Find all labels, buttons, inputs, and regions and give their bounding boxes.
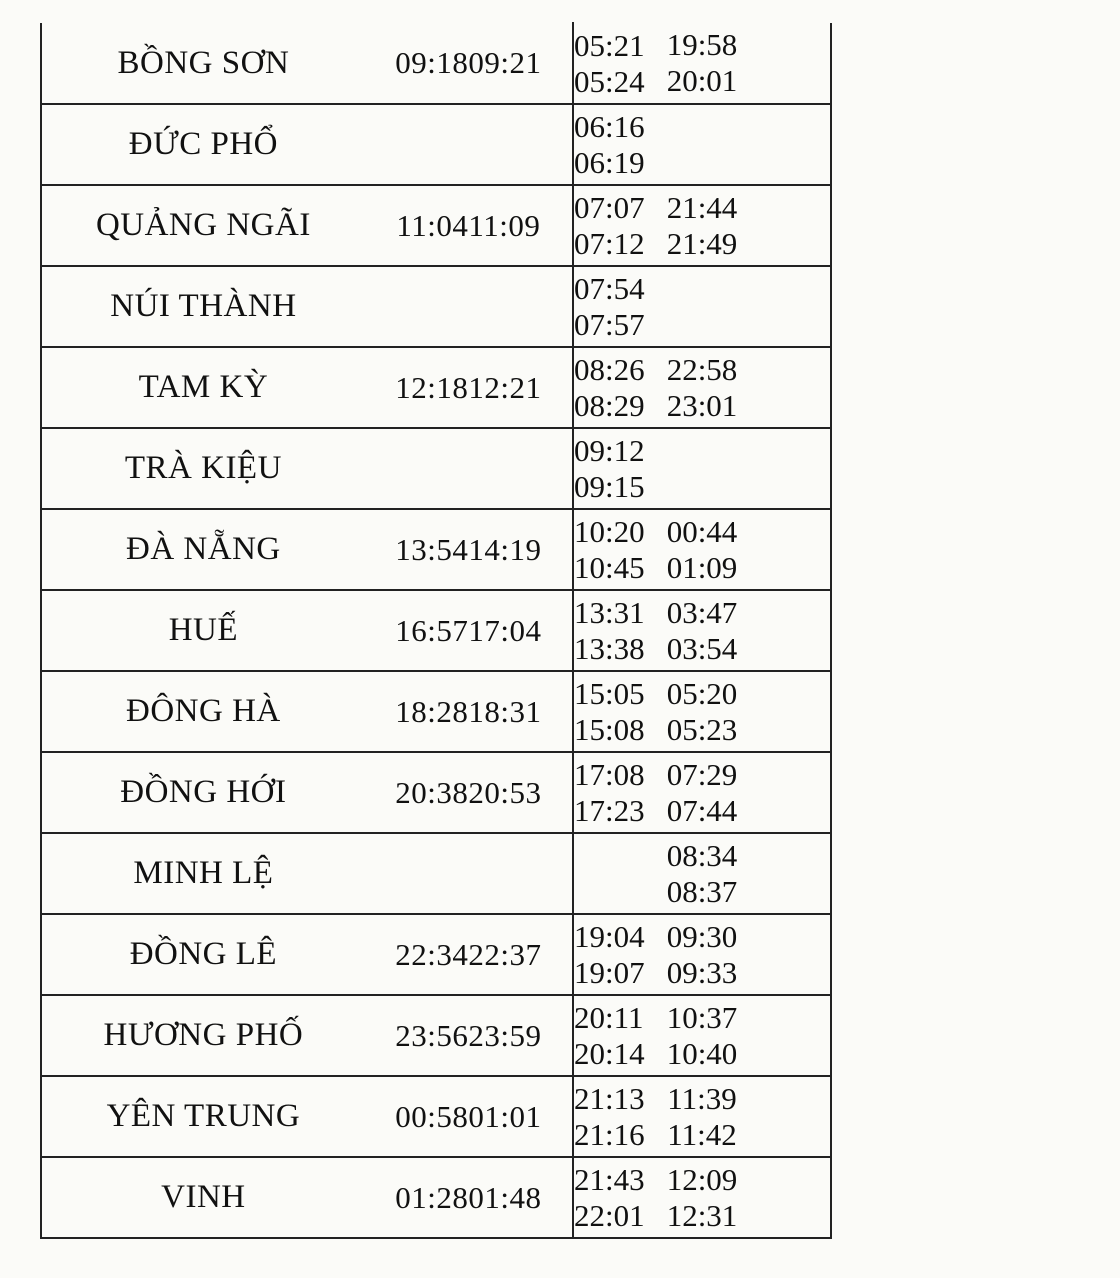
table-row: YÊN TRUNG 00:5801:01 21:13 21:16 11:39 11:42 (41, 1076, 1069, 1157)
table-row: HUẾ 16:5717:04 13:31 13:38 03:47 03:54 (41, 590, 1069, 671)
station-label: ĐÔNG HÀ (126, 693, 281, 729)
arrival-time: 12:18 (395, 369, 469, 405)
station-name (41, 104, 573, 185)
train1-times (365, 208, 572, 244)
time-cell-t3 (573, 833, 831, 914)
station-label: HƯƠNG PHỐ (103, 1017, 304, 1053)
station-name (41, 23, 573, 104)
station-name (41, 590, 573, 671)
departure-time: 20:01 (666, 63, 738, 98)
arrival-time: 08:34 (666, 837, 738, 873)
departure-time: 23:01 (666, 387, 738, 423)
table-row: ĐÔNG HÀ 18:2818:31 15:05 15:08 05:20 05:23 (41, 671, 1069, 752)
arrival-time: 12:09 (666, 1161, 738, 1197)
arrival-time: 00:44 (666, 513, 738, 549)
table-row: BỒNG SƠN 09:1809:21 05:21 05:24 19:58 20:01 (41, 23, 1069, 104)
station-label: TRÀ KIỆU (124, 450, 282, 486)
table-row: TAM KỲ 12:1812:21 08:26 08:29 22:58 23:01 (41, 347, 1069, 428)
station-label: VINH (161, 1179, 246, 1215)
departure-time: 20:53 (468, 774, 542, 810)
station-name (41, 752, 573, 833)
train1-times (365, 856, 572, 892)
departure-time: 21:49 (666, 225, 738, 261)
station-label: ĐÀ NẴNG (126, 531, 281, 567)
station-label: QUẢNG NGÃI (95, 207, 311, 243)
arrival-time: 10:37 (666, 999, 738, 1035)
station-name (41, 1157, 573, 1238)
arrival-time: 22:58 (666, 351, 738, 387)
arrival-time: 07:29 (666, 756, 738, 792)
train1-times (365, 1099, 572, 1135)
train1-times (365, 613, 572, 649)
table-row: ĐÀ NẴNG 13:5414:19 10:20 10:45 00:44 01:09 (41, 509, 1069, 590)
train1-times (365, 937, 572, 973)
departure-time: 18:31 (468, 693, 542, 729)
departure-time: 11:09 (468, 207, 541, 243)
timetable-body (41, 23, 1069, 1238)
station-name (41, 995, 573, 1076)
arrival-time: 05:20 (666, 675, 738, 711)
departure-time: 12:21 (468, 369, 542, 405)
departure-time: 12:31 (666, 1197, 738, 1233)
arrival-time: 16:57 (395, 612, 469, 648)
table-row: ĐỨC PHỔ 06:16 06:19 (41, 104, 1069, 185)
train1-times (365, 775, 572, 811)
station-label: NÚI THÀNH (110, 288, 297, 324)
station-name (41, 428, 573, 509)
table-row: TRÀ KIỆU 09:12 09:15 (41, 428, 1069, 509)
station-name (41, 914, 573, 995)
departure-time: 03:54 (666, 630, 738, 666)
station-label: BỒNG SƠN (117, 44, 290, 81)
departure-time: 05:23 (666, 711, 738, 747)
table-row: ĐỒNG LÊ 22:3422:37 19:04 19:07 09:30 09:33 (41, 914, 1069, 995)
table-row: VINH 01:2801:48 21:43 22:01 12:09 12:31 (41, 1157, 1069, 1238)
departure-time: 14:19 (468, 531, 542, 567)
station-name (41, 509, 573, 590)
arrival-time: 21:44 (666, 189, 738, 225)
station-label: YÊN TRUNG (106, 1098, 301, 1134)
arrival-time: 23:56 (395, 1017, 469, 1053)
departure-time: 23:59 (468, 1017, 542, 1053)
arrival-time: 20:38 (395, 774, 469, 810)
train1-times (365, 289, 572, 325)
arrival-time: 01:28 (395, 1179, 469, 1215)
departure-time: 01:09 (666, 549, 738, 585)
departure-time: 01:01 (468, 1098, 542, 1134)
departure-time (468, 289, 476, 324)
train1-times (365, 45, 572, 81)
station-name (41, 347, 573, 428)
train1-times (365, 370, 572, 406)
departure-time: 07:44 (666, 792, 738, 828)
departure-time (468, 451, 476, 486)
departure-time (468, 856, 476, 891)
train1-times (365, 1180, 572, 1216)
train-timetable (40, 22, 1070, 1239)
station-name (41, 1076, 573, 1157)
arrival-time: 11:39 (667, 1080, 737, 1116)
departure-time: 17:04 (468, 612, 542, 648)
table-row: NÚI THÀNH 07:54 07:57 (41, 266, 1069, 347)
table-row: QUẢNG NGÃI 11:0411:09 07:07 07:12 21:44 21:49 (41, 185, 1069, 266)
arrival-time: 09:18 (395, 45, 469, 80)
train1-times (365, 127, 572, 163)
station-name (41, 266, 573, 347)
station-name (41, 185, 573, 266)
table-row: HƯƠNG PHỐ 23:5623:59 20:11 20:14 10:37 10:40 (41, 995, 1069, 1076)
arrival-time: 18:28 (395, 693, 469, 729)
station-label: TAM KỲ (138, 369, 269, 405)
station-label: ĐỒNG LÊ (129, 936, 278, 972)
departure-time: 08:37 (666, 873, 738, 909)
table-row (41, 833, 1069, 914)
departure-time: 01:48 (468, 1179, 542, 1215)
arrival-time: 19:58 (666, 27, 738, 62)
departure-time: 22:37 (468, 936, 542, 972)
station-label: ĐỨC PHỔ (128, 126, 278, 162)
station-label: ĐỒNG HỚI (120, 774, 287, 810)
departure-time: 09:33 (666, 954, 738, 990)
train1-times (365, 451, 572, 487)
arrival-time: 13:54 (395, 531, 469, 567)
departure-time: 09:21 (468, 45, 542, 80)
departure-time: 10:40 (666, 1035, 738, 1071)
arrival-time: 11:04 (396, 207, 469, 243)
arrival-time: 09:30 (666, 918, 738, 954)
train1-times (365, 532, 572, 568)
departure-time: 11:42 (667, 1116, 737, 1152)
train1-times (365, 1018, 572, 1054)
timetable-page (40, 0, 1068, 1278)
train1-times (365, 694, 572, 730)
arrival-time: 22:34 (395, 936, 469, 972)
table-row: ĐỒNG HỚI 20:3820:53 17:08 17:23 07:29 07:44 (41, 752, 1069, 833)
station-label: MINH LỆ (133, 855, 274, 891)
arrival-time: 03:47 (666, 594, 738, 630)
arrival-time: 00:58 (395, 1098, 469, 1134)
station-name (41, 671, 573, 752)
station-name (41, 833, 573, 914)
departure-time (468, 127, 476, 162)
station-label: HUẾ (168, 612, 239, 648)
